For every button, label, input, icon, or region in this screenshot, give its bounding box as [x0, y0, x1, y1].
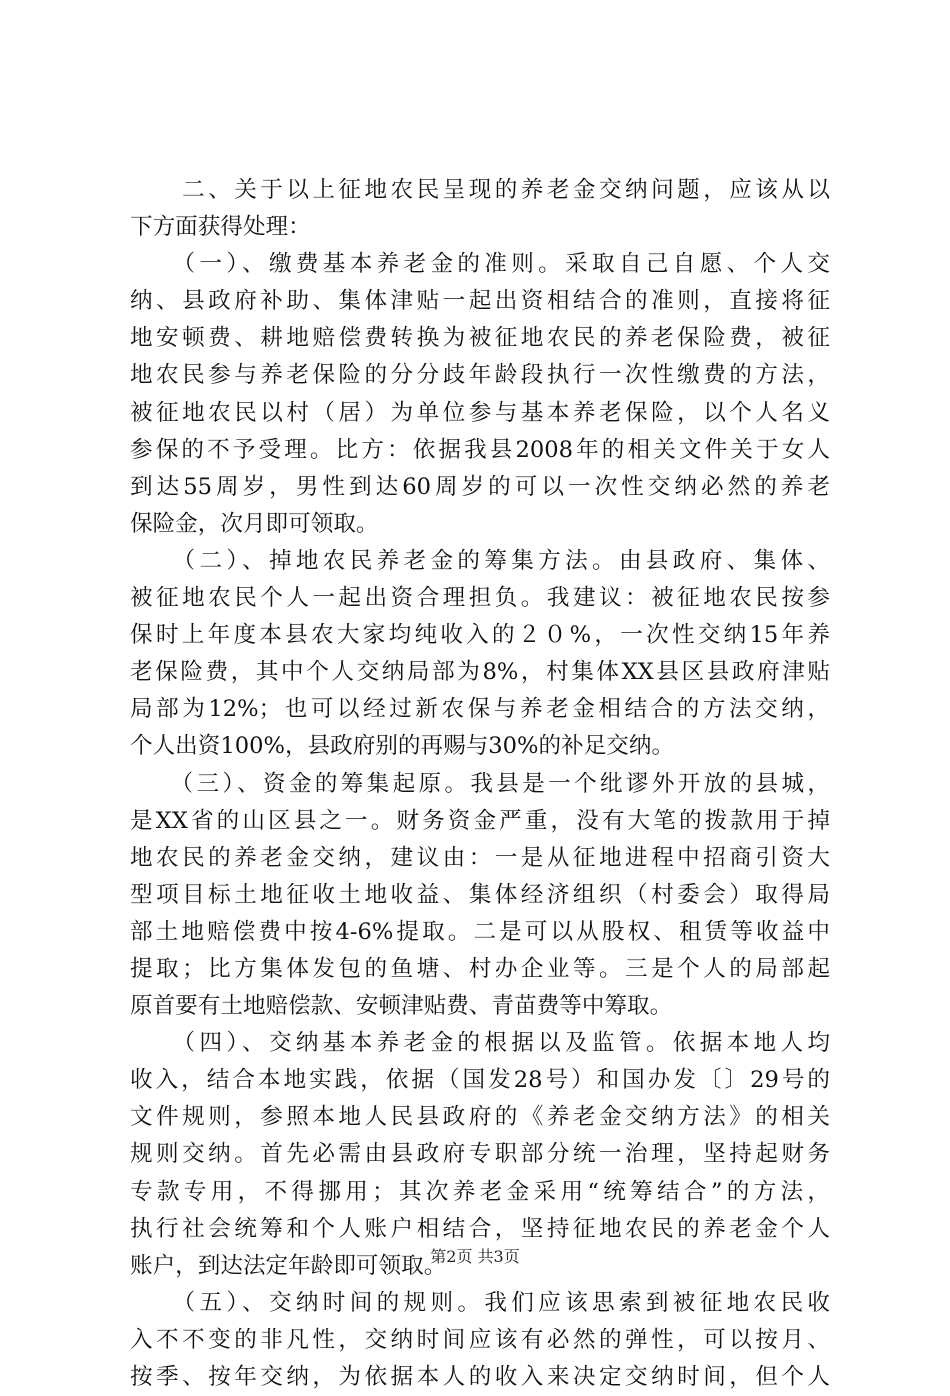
text-line: 原首要有土地赔偿款、安顿津贴费、青苗费等中筹取。	[130, 993, 673, 1020]
text-line: （三）、资金的筹集起原。我县是一个纰谬外开放的县城，	[130, 770, 830, 797]
text-line: （五）、交纳时间的规则。我们应该思索到被征地农民收	[130, 1289, 830, 1316]
page-footer: 第2页 共3页	[430, 1247, 520, 1266]
text-line: 被征地农民个人一起出资合理担负。我建议：被征地农民按参	[130, 585, 830, 612]
text-line: 保险金，次月即可领取。	[130, 510, 379, 537]
text-line: 到达55周岁，男性到达60周岁的可以一次性交纳必然的养老	[130, 473, 830, 500]
text-line: 部土地赔偿费中按4-6%提取。二是可以从股权、租赁等收益中	[130, 918, 830, 945]
text-line: 地安顿费、耕地赔偿费转换为被征地农民的养老保险费，被征	[130, 325, 830, 352]
text-line: 文件规则，参照本地人民县政府的《养老金交纳方法》的相关	[130, 1104, 830, 1131]
text-line: 地农民参与养老保险的分分歧年龄段执行一次性缴费的方法，	[130, 362, 830, 389]
text-line: 按季、按年交纳，为依据本人的收入来决定交纳时间，但个人	[130, 1364, 830, 1390]
text-line: 型项目标土地征收土地收益、集体经济组织（村委会）取得局	[130, 881, 830, 908]
text-line: 入不不变的非凡性，交纳时间应该有必然的弹性，可以按月、	[130, 1326, 830, 1353]
text-line: 提取；比方集体发包的鱼塘、村办企业等。三是个人的局部起	[130, 955, 830, 982]
text-line: 地农民的养老金交纳，建议由：一是从征地进程中招商引资大	[130, 844, 830, 871]
text-line: （一）、缴费基本养老金的准则。采取自己自愿、个人交	[130, 251, 830, 278]
text-line: 保时上年度本县农大家均纯收入的２０%，一次性交纳15年养	[130, 622, 830, 649]
text-line: 执行社会统筹和个人账户相结合，坚持征地农民的养老金个人	[130, 1215, 830, 1242]
text-line: 专款专用，不得挪用；其次养老金采用“统筹结合”的方法，	[130, 1178, 830, 1205]
text-line: 被征地农民以村（居）为单位参与基本养老保险，以个人名义	[130, 399, 830, 426]
text-line: 下方面获得处理：	[130, 214, 311, 241]
text-line: 参保的不予受理。比方：依据我县2008年的相关文件关于女人	[130, 436, 830, 463]
text-line: （二）、掉地农民养老金的筹集方法。由县政府、集体、	[130, 547, 830, 574]
text-line: 纳、县政府补助、集体津贴一起出资相结合的准则，直接将征	[130, 288, 830, 315]
text-line: 二、关于以上征地农民呈现的养老金交纳问题，应该从以	[130, 177, 830, 203]
text-line: 收入，结合本地实践，依据（国发28号）和国办发〔〕29号的	[130, 1067, 830, 1094]
text-line: 账户，到达法定年龄即可领取。	[130, 1252, 447, 1279]
text-line: 局部为12%；也可以经过新农保与养老金相结合的方法交纳，	[130, 696, 830, 723]
text-line: 个人出资100%，县政府别的再赐与30%的补足交纳。	[130, 733, 675, 760]
text-line: 规则交纳。首先必需由县政府专职部分统一治理，坚持起财务	[130, 1141, 830, 1168]
text-line: （四）、交纳基本养老金的根据以及监管。依据本地人均	[130, 1030, 830, 1057]
text-line: 老保险费，其中个人交纳局部为8%，村集体XX县区县政府津贴	[130, 659, 830, 686]
text-line: 是XX省的山区县之一。财务资金严重，没有大笔的拨款用于掉	[130, 807, 830, 834]
body-text	[130, 172, 830, 1396]
